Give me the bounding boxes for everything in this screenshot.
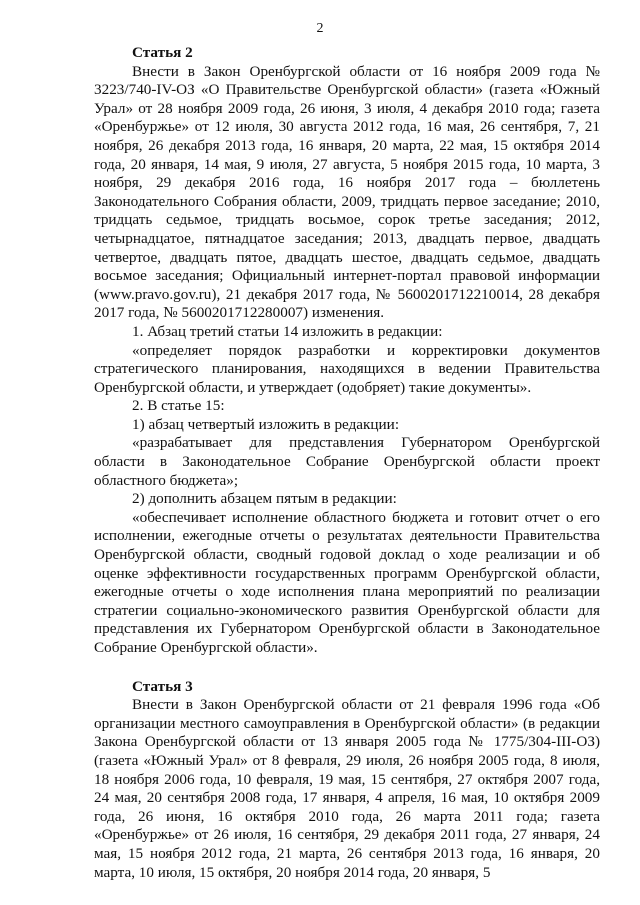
article-2-subitem-2-text: «обеспечивает исполнение областного бюджета и готовит отчет о его исполнении, ежегодные отчеты о результатах деятельности Правительства Оренбургской области, сводный годовой доклад о ходе реализации и об оценке эффективности государственных программ Оренбургской области, ежегодные отчеты о ходе исполнения плана мероприятий по реализации стратегии социально-экономического развития Оренбургской области для представления их Губернатором Оренбургской области в Законодательное Собрание Оренбургской области». — [94, 508, 600, 656]
article-2-subitem-1: 1) абзац четвертый изложить в редакции: — [132, 415, 400, 433]
article-2-heading: Статья 2 — [132, 44, 193, 61]
article-2-item-1-text: «определяет порядок разработки и корректировки документов стратегического планирования, находящихся в ведении Правительства Оренбургской области, и утверждает (одобряет) такие документы». — [94, 341, 600, 396]
article-2-subitem-2: 2) дополнить абзацем пятым в редакции: — [132, 490, 397, 508]
article-2-item-2: 2. В статье 15: — [132, 397, 225, 415]
article-3-intro-paragraph: Внести в Закон Оренбургской области от 21 февраля 1996 года «Об организации местного самоуправления в Оренбургской области» (в редакции Закона Оренбургской области от 13 января 2005 года № 1775/304-III-ОЗ) (газета «Южный Урал» от 8 февраля, 29 июля, 26 ноября 2005 года, 8 июля, 18 ноября 2006 года, 10 февраля, 19 мая, 15 сентября, 27 октября 2007 года, 24 мая, 20 сентября 2008 года, 17 января, 4 апреля, 16 мая, 10 октября 2009 года, 26 июня, 16 октября 2010 года, 26 марта 2011 года; газета «Оренбуржье» от 26 июля, 16 сентября, 29 декабря 2011 года, 27 января, 24 мая, 15 ноября 2012 года, 21 марта, 26 сентября 2013 года, 16 января, 20 марта, 10 июля, 15 октября, 20 ноября 2014 года, 20 января, 5 — [94, 696, 600, 881]
article-3-heading: Статья 3 — [132, 677, 193, 695]
document-body — [94, 44, 600, 882]
article-2-subitem-1-text: «разрабатывает для представления Губернатором Оренбургской области в Законодательное Собрание Оренбургской области проект областного бюджета»; — [94, 434, 600, 489]
article-2-item-1: 1. Абзац третий статьи 14 изложить в редакции: — [132, 322, 443, 340]
article-2-intro-paragraph: Внести в Закон Оренбургской области от 16 ноября 2009 года № 3223/740-IV-ОЗ «О Правительстве Оренбургской области» (газета «Южный Урал» от 28 ноября 2009 года, 26 июня, 3 июля, 4 декабря 2010 года; газета «Оренбуржье» от 12 июля, 30 августа 2012 года, 16 мая, 26 сентября, 7, 21 ноября, 26 декабря 2013 года, 16 января, 20 марта, 22 мая, 15 октября 2014 года, 20 января, 14 мая, 9 июля, 27 августа, 5 ноября 2015 года, 10 марта, 3 ноября, 29 декабря 2016 года, 16 ноября 2017 года – бюллетень Законодательного Собрания области, 2009, тридцать первое заседание; 2010, тридцать седьмое, тридцать восьмое, сорок третье заседания; 2012, четырнадцатое, пятнадцатое заседания; 2013, двадцать первое, двадцать четвертое, двадцать пятое, двадцать шестое, двадцать седьмое, двадцать восьмое заседания; Официальный интернет-портал правовой информации (www.pravo.gov.ru), 21 декабря 2017 года, № 5600201712210014, 28 декабря 2017 года, № 5600201712280007) изменения. — [94, 62, 600, 322]
article-separator — [94, 658, 600, 678]
page-number: 2 — [316, 21, 324, 36]
